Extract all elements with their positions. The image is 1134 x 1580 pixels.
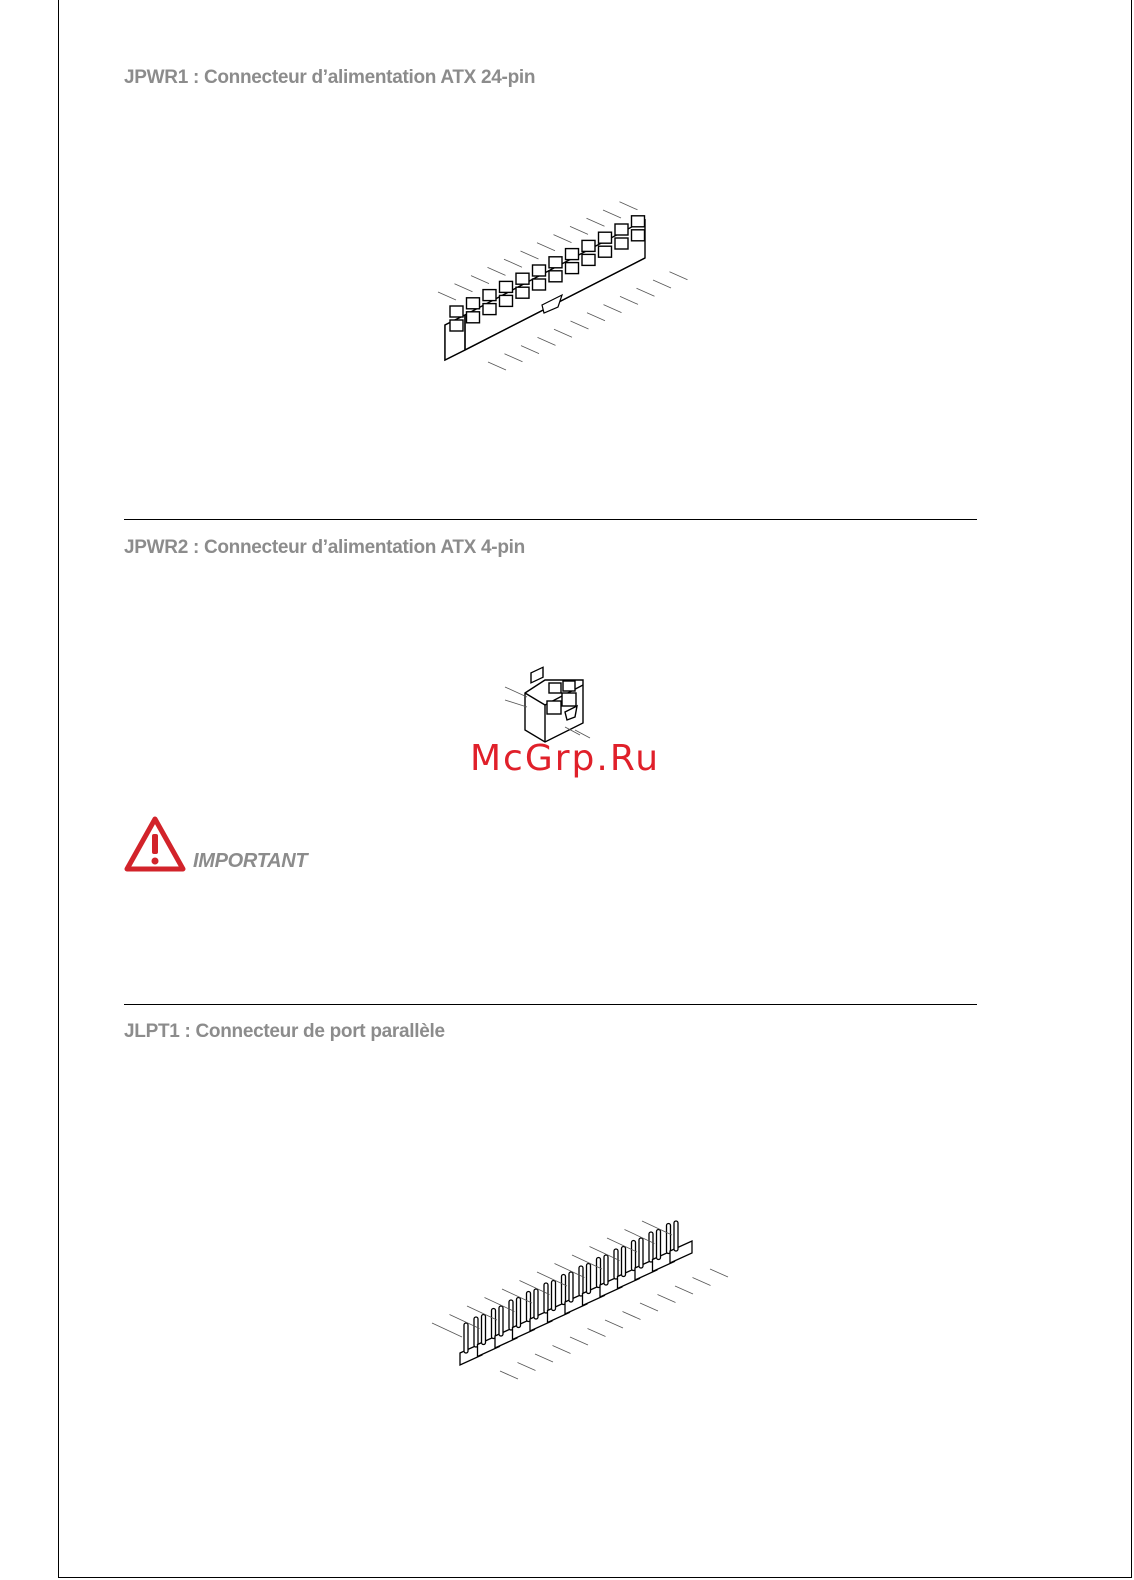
section-divider (124, 1004, 977, 1005)
warning-triangle-icon (124, 816, 186, 872)
section-title-jpwr1: JPWR1 : Connecteur d’alimentation ATX 24-pin (124, 67, 536, 88)
parallel-port-header-diagram (425, 1205, 725, 1390)
section-divider (124, 519, 977, 520)
section-title-jpwr2: JPWR2 : Connecteur d’alimentation ATX 4-pin (124, 537, 525, 558)
important-label: IMPORTANT (193, 850, 308, 872)
watermark: McGrp.Ru (470, 738, 661, 779)
section-title-jlpt1: JLPT1 : Connecteur de port parallèle (124, 1021, 445, 1042)
atx-24pin-connector-diagram (420, 225, 680, 395)
